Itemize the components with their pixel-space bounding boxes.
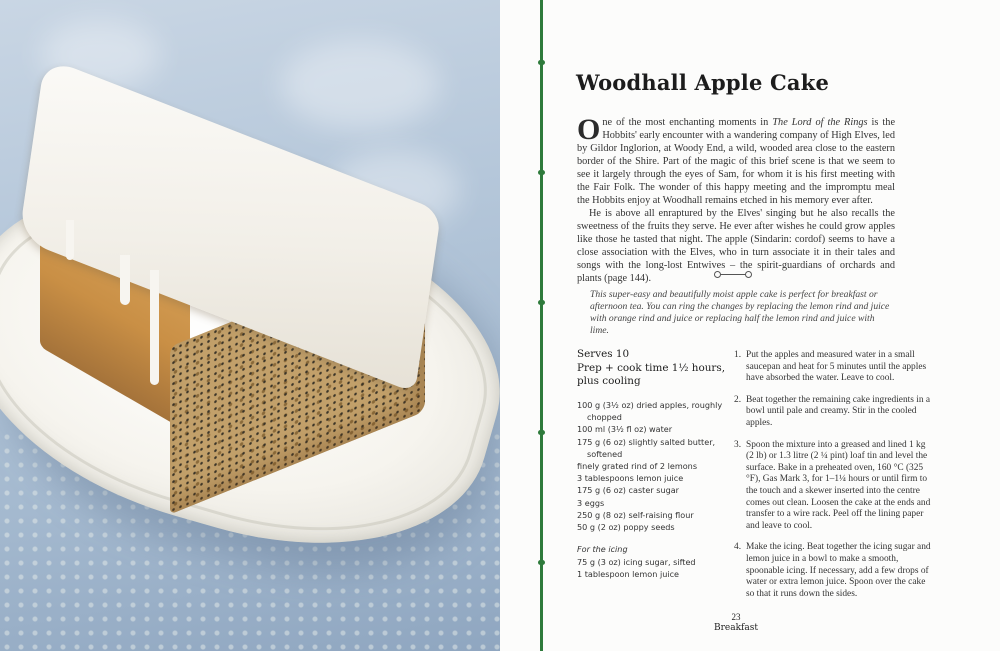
step-text: Spoon the mixture into a greased and lined 1 kg (2 lb) or 1.3 litre (2 ¼ pint) loaf tin and level the surface. Bake in a preheated oven, 160 °C (325 °F), Gas Mark 3, for 1–1¼ hours or until firm to the touch and a skewer inserted into the centre comes out clean. Loosen the cake at the ends and transfer to a wire rack. Peel off the lining paper and leave to cool. — [746, 439, 931, 531]
step-number: 3. — [734, 439, 742, 450]
vine-leaf — [538, 300, 545, 305]
vine-leaf — [538, 60, 545, 65]
intro-paragraph-1 — [577, 113, 896, 207]
book-title: The Lord of the Rings — [772, 117, 868, 128]
vine-border — [540, 0, 543, 651]
icing-ingredients-list — [577, 556, 727, 580]
vine-leaf — [538, 170, 545, 175]
ingredient-item: 50 g (2 oz) poppy seeds — [577, 522, 675, 533]
icing-drip — [120, 255, 130, 305]
icing-drip — [150, 270, 159, 385]
step-number: 2. — [734, 394, 742, 405]
method-step — [734, 542, 934, 600]
ingredient-item: 1 tablespoon lemon juice — [577, 569, 680, 580]
vine-leaf — [538, 430, 545, 435]
method-step — [734, 395, 934, 430]
intro-text-a: ne of the most enchanting moments in — [602, 117, 773, 128]
ingredient-item: 100 g (3½ oz) dried apples, roughly chopped — [577, 400, 723, 423]
ingredient-item: 3 eggs — [577, 497, 605, 508]
step-text: Make the icing. Beat together the icing sugar and lemon juice in a bowl to make a smooth, spoonable icing. If necessary, add a few drops of water or extra lemon juice. Spoon over the cake so that it runs down the sides. — [746, 542, 931, 599]
serves-heading: Serves 10 — [577, 348, 630, 360]
ingredient-item: 100 ml (3½ fl oz) water — [577, 424, 673, 435]
ingredient-item: 75 g (3 oz) icing sugar, sifted — [577, 557, 696, 567]
step-number: 1. — [734, 350, 742, 360]
ingredient-item: finely grated rind of 2 lemons — [577, 461, 698, 472]
icing-drip — [66, 220, 74, 260]
recipe-note: This super-easy and beautifully moist apple cake is perfect for breakfast or afternoon tea. You can ring the changes by replacing the lemon rind and juice with orange rind and juice or replacing half the lemon rind and juice with lime. — [590, 289, 890, 336]
vine-leaf — [538, 560, 545, 565]
method-step — [734, 440, 934, 533]
ingredients-list — [577, 399, 727, 533]
ingredient-item: 175 g (6 oz) caster sugar — [577, 485, 679, 496]
intro-paragraph-2: He is above all enraptured by the Elves' singing but he also recalls the sweetness of the fruits they serve. He ever after wishes he could grow apples like those he tasted that night. The apple (Sindarin: cordof) seems to have a close association with the Elves, who in turn associate it in their tales and songs with the long-lost Entwives – the spirit-guardians of orchards and plants (page 144). — [577, 208, 895, 284]
drop-cap: O — [577, 113, 601, 146]
method-step — [734, 350, 934, 385]
intro-text-b: is the Hobbits' early encounter with a wandering company of High Elves, led by Gildor Inglorion, at Woody End, a wild, wooded area close to the eastern border of the Shire. Part of the magic of this brief scene is that we seem to see it largely through the eyes of Sam, for whom it is his first meeting with the Fair Folk. The wonder of this happy meeting and the impromptu meal the Hobbits enjoy at Woodhall remains etched in his memory ever after. — [577, 117, 896, 206]
method-steps — [734, 350, 934, 600]
step-text: Put the apples and measured water in a small saucepan and heat for 5 minutes until the apples have absorbed the water. Leave to cool. — [746, 350, 927, 384]
icing-heading: For the icing — [577, 544, 628, 554]
intro-text — [577, 113, 896, 285]
step-number: 4. — [734, 542, 742, 553]
ingredient-item: 250 g (8 oz) self-raising flour — [577, 509, 694, 520]
bokeh-light — [280, 40, 440, 130]
ingredient-item: 3 tablespoons lemon juice — [577, 473, 684, 484]
step-text: Beat together the remaining cake ingredients in a bowl until pale and creamy. Stir in the cooled apples. — [746, 394, 931, 428]
ornament-divider — [716, 271, 750, 277]
recipe-title: Woodhall Apple Cake — [576, 70, 830, 95]
section-name: Breakfast — [714, 623, 758, 633]
prep-time: Prep + cook time 1½ hours, plus cooling — [577, 362, 726, 387]
ingredient-item: 175 g (6 oz) slightly salted butter, softened — [577, 436, 716, 459]
page-number: 23 — [731, 612, 741, 622]
